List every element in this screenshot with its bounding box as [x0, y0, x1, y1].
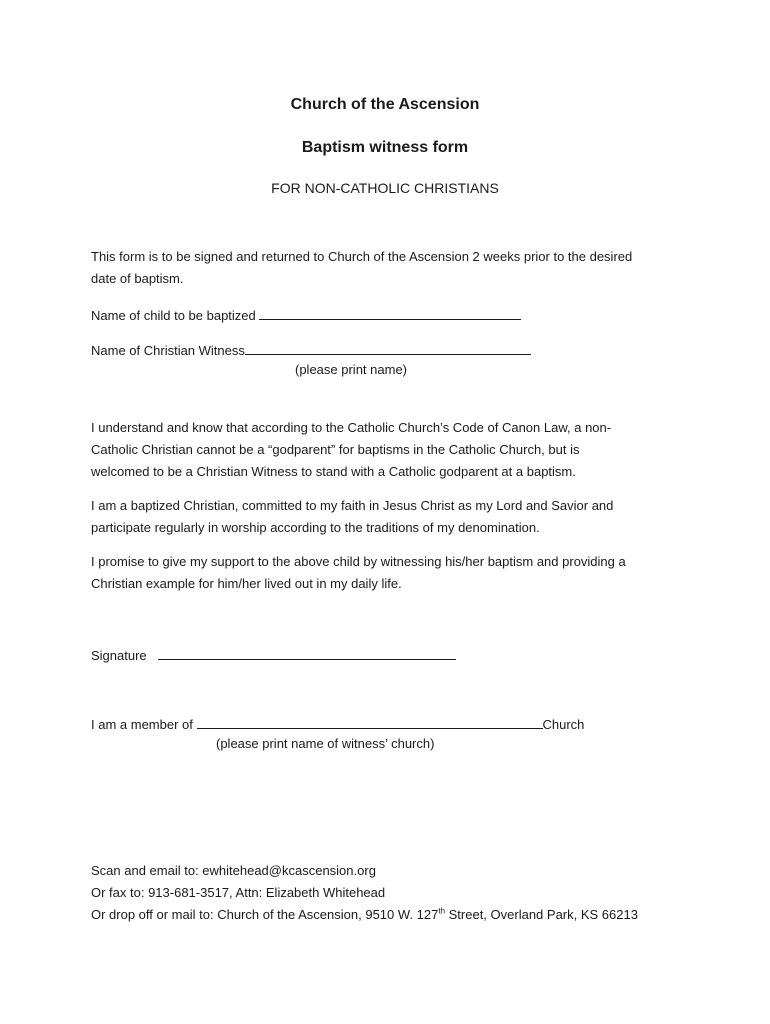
faith-paragraph — [91, 495, 681, 539]
member-church-hint: (please print name of witness’ church) — [216, 736, 435, 751]
statement-1-line-1: I understand and know that according to the Catholic Church’s Code of Canon Law, a non- — [91, 420, 612, 435]
witness-name-row — [91, 340, 531, 358]
form-title: Baptism witness form — [301, 139, 469, 156]
witness-name-hint: (please print name) — [295, 362, 407, 377]
intro-paragraph — [91, 246, 681, 290]
member-church-field[interactable] — [197, 714, 543, 729]
signature-label: Signature — [91, 648, 147, 663]
audience-subtitle: FOR NON-CATHOLIC CHRISTIANS — [271, 180, 499, 196]
statement-3-line-1: I promise to give my support to the above child by witnessing his/her baptism and providing a — [91, 554, 626, 569]
canon-law-paragraph — [91, 417, 681, 483]
intro-line-2: date of baptism. — [91, 271, 184, 286]
mail-instructions — [91, 904, 681, 926]
statement-1-line-3: welcomed to be a Christian Witness to stand with a Catholic godparent at a baptism. — [91, 464, 576, 479]
member-church-suffix: Church — [542, 717, 585, 732]
mail-address-prefix: Or drop off or mail to: Church of the Ascension, 9510 W. 127 — [91, 907, 439, 922]
witness-name-field[interactable] — [245, 340, 531, 355]
email-instructions: Scan and email to: ewhitehead@kcascension.org — [91, 863, 376, 878]
member-church-row — [91, 714, 584, 732]
intro-line-1: This form is to be signed and returned to Church of the Ascension 2 weeks prior to the desired — [91, 249, 633, 264]
statement-2-line-1: I am a baptized Christian, committed to my faith in Jesus Christ as my Lord and Savior and — [91, 498, 614, 513]
church-name: Church of the Ascension — [290, 96, 480, 113]
statement-1-line-2: Catholic Christian cannot be a “godparent” for baptisms in the Catholic Church, but is — [91, 442, 580, 457]
statement-2-line-2: participate regularly in worship according to the traditions of my denomination. — [91, 520, 540, 535]
signature-field[interactable] — [158, 645, 456, 660]
child-name-label: Name of child to be baptized — [91, 308, 256, 323]
child-name-field[interactable] — [259, 305, 521, 320]
statement-3-line-2: Christian example for him/her lived out in my daily life. — [91, 576, 402, 591]
fax-instructions: Or fax to: 913-681-3517, Attn: Elizabeth Whitehead — [91, 885, 386, 900]
promise-paragraph — [91, 551, 681, 595]
member-church-label: I am a member of — [91, 717, 193, 732]
witness-name-label: Name of Christian Witness — [91, 343, 245, 358]
mail-address-suffix: Street, Overland Park, KS 66213 — [445, 907, 638, 922]
contact-block — [91, 860, 681, 926]
signature-row — [91, 645, 456, 663]
child-name-row — [91, 305, 521, 323]
mail-address-ordinal: th — [438, 906, 446, 916]
